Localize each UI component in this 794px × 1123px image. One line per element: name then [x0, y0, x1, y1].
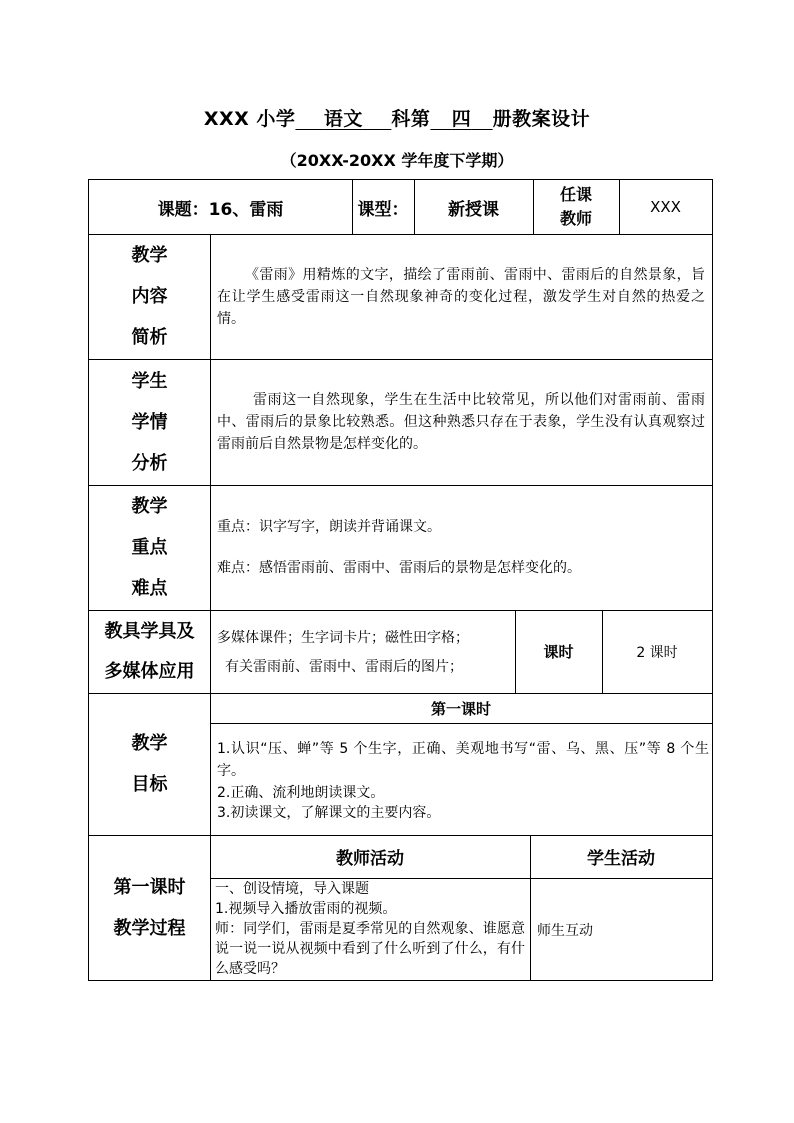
- goal-item: 3.初读课文，了解课文的主要内容。: [217, 805, 441, 821]
- student-activity-header: 学生活动: [587, 849, 655, 869]
- title-subject: 语文: [323, 108, 363, 130]
- label-line: 教具学具及: [104, 620, 195, 642]
- label-line: 学生: [131, 370, 168, 392]
- topic-cell: 课题：16、雷雨: [157, 199, 284, 220]
- label-line: 重点: [131, 537, 168, 558]
- student-analysis-text: 雷雨这一自然现象，学生在生活中比较常见，所以他们对雷雨前、雷雨中、雷雨后的景象比较熟悉。但这种熟悉只存在于表象，学生没有认真观察过雷雨前后自然景物是怎样变化的。: [217, 392, 705, 452]
- title-end: 册教案设计: [492, 108, 591, 130]
- difficult-point-text: 难点：感悟雷雨前、雷雨中、雷雨后的景物是怎样变化的。: [217, 560, 581, 576]
- teacher-value: XXX: [650, 198, 681, 216]
- label-line: 教学: [131, 733, 168, 754]
- title-book-blank: [430, 104, 492, 131]
- label-line: 多媒体应用: [104, 660, 195, 682]
- tools-line-1: 多媒体课件；生字词卡片；磁性田字格；: [217, 630, 469, 646]
- title-school: XXX 小学: [203, 108, 296, 130]
- title-book: 四: [451, 108, 472, 130]
- label-line: 分析: [131, 452, 168, 474]
- label-line: 学情: [131, 411, 168, 433]
- document-title: [0, 104, 794, 131]
- teacher-label-line: 任课: [559, 185, 592, 204]
- label-line: 目标: [131, 774, 168, 795]
- document-subtitle: （20XX-20XX 学年度下学期）: [280, 151, 514, 170]
- teacher-activity-line: 师：同学们，雷雨是夏季常见的自然观象、谁愿意说一说一说从视频中看到了什么听到了什么，有什么感受吗？: [215, 921, 525, 977]
- student-analysis-label: [89, 359, 210, 485]
- teacher-activity-line: 一、创设情境，导入课题: [215, 881, 369, 897]
- label-line: 第一课时: [113, 876, 186, 898]
- hours-value: 2 课时: [636, 644, 678, 661]
- key-point-text: 重点：识字写字，朗读并背诵课文。: [217, 519, 441, 535]
- process-label: [89, 835, 210, 980]
- teacher-label-line: 教师: [559, 209, 592, 228]
- title-mid: 科第: [391, 108, 431, 130]
- content-text: 《雷雨》用精炼的文字，描绘了雷雨前、雷雨中、雷雨后的自然景象，旨在让学生感受雷雨这一自然现象神奇的变化过程，激发学生对自然的热爱之情。: [217, 267, 705, 327]
- goal-item: 1.认识“压、蝉”等 5 个生字，正确、美观地书写“雷、乌、黑、压”等 8 个生字。: [217, 741, 709, 779]
- tools-line-2: 有关雷雨前、雷雨中、雷雨后的图片；: [225, 659, 463, 675]
- lesson-plan-table: [88, 179, 713, 981]
- content-label: [89, 234, 210, 359]
- label-line: 内容: [131, 286, 168, 307]
- lesson-type-value: 新授课: [448, 199, 499, 220]
- teacher-activity-header: 教师活动: [336, 849, 404, 869]
- row-divider: [210, 723, 712, 724]
- label-line: 简析: [131, 327, 168, 348]
- tools-label: [89, 610, 210, 693]
- keypoints-label: [89, 485, 210, 610]
- hours-label: 课时: [543, 643, 574, 661]
- teacher-activity-line: 1.视频导入播放雷雨的视频。: [215, 901, 397, 917]
- goal-item: 2.正确、流利地朗读课文。: [217, 785, 385, 801]
- goals-period: 第一课时: [430, 699, 491, 718]
- title-subject-blank: [295, 104, 391, 131]
- label-line: 教学: [131, 245, 168, 266]
- lesson-type-label: 课型：: [357, 199, 409, 220]
- goals-label: [89, 693, 210, 835]
- label-line: 教学过程: [113, 917, 186, 939]
- student-activity-text: 师生互动: [537, 923, 593, 939]
- label-line: 教学: [131, 496, 168, 517]
- teacher-label: [533, 180, 619, 234]
- label-line: 难点: [131, 578, 168, 599]
